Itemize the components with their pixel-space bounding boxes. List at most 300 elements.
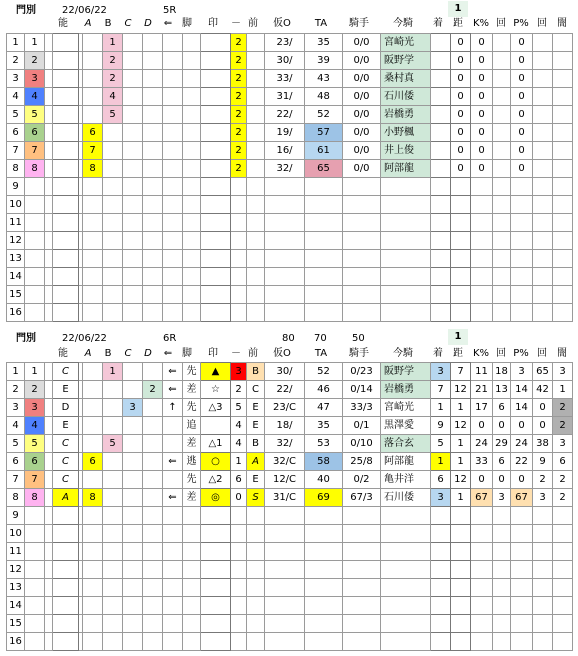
col-d-cell [143, 489, 163, 507]
table-row[interactable] [7, 489, 573, 507]
ability-cell[interactable] [53, 561, 79, 579]
kai2-cell: 65 [533, 363, 553, 381]
ability-cell[interactable] [53, 286, 79, 304]
k-pct-cell: 0 [471, 417, 493, 435]
mark-cell[interactable]: ☆ [201, 381, 231, 399]
col-c-cell: 3 [123, 399, 143, 417]
arrow-cell [163, 70, 183, 88]
ability-cell[interactable]: C [53, 453, 79, 471]
p-pct-cell: 3 [511, 363, 533, 381]
mae-cell [247, 70, 265, 88]
finish-cell[interactable]: 7 [431, 381, 451, 399]
header-ta: TA [314, 18, 328, 29]
finish-cell[interactable]: 1 [431, 399, 451, 417]
mark-cell[interactable] [201, 88, 231, 106]
jockey-record-cell: 25/8 [343, 453, 381, 471]
col-b-cell: 5 [103, 106, 123, 124]
table-row[interactable] [7, 52, 573, 70]
mark-cell[interactable] [201, 124, 231, 142]
finish-cell[interactable] [431, 286, 451, 304]
dash-cell: 1 [231, 453, 247, 471]
jockey-record-cell: 0/14 [343, 381, 381, 399]
kai-cell: 29 [493, 435, 511, 453]
finish-cell[interactable] [431, 70, 451, 88]
col-a-cell [83, 435, 103, 453]
horse-number: 15 [7, 615, 25, 633]
horse-number: 11 [7, 543, 25, 561]
col-d-cell [143, 124, 163, 142]
table-row[interactable] [7, 124, 573, 142]
ability-cell[interactable]: C [53, 363, 79, 381]
finish-cell[interactable]: 1 [431, 453, 451, 471]
k-pct-cell: 0 [471, 34, 493, 52]
ability-cell[interactable] [53, 633, 79, 651]
kai-cell [493, 106, 511, 124]
kari-cell: 12/C [265, 471, 305, 489]
header-dash: － [231, 348, 241, 359]
finish-cell[interactable] [431, 196, 451, 214]
header-shirushi: 印 [208, 348, 218, 359]
header-distance: 距 [453, 348, 463, 359]
ability-cell[interactable]: E [53, 381, 79, 399]
table-row[interactable] [7, 268, 573, 286]
mark-cell[interactable] [201, 507, 231, 525]
waku-number: 7 [25, 471, 45, 489]
arrow-cell [163, 435, 183, 453]
today-jockey-cell: 石川倭 [381, 489, 431, 507]
finish-cell[interactable] [431, 52, 451, 70]
dash-cell: 2 [231, 142, 247, 160]
mark-cell[interactable] [201, 543, 231, 561]
mark-cell[interactable]: ▲ [201, 363, 231, 381]
mark-cell[interactable] [201, 579, 231, 597]
ability-cell[interactable] [53, 52, 79, 70]
finish-cell[interactable] [431, 178, 451, 196]
ability-cell[interactable] [53, 250, 79, 268]
table-row[interactable] [7, 106, 573, 124]
header-p-pct: P% [513, 18, 529, 29]
mae-cell: E [247, 399, 265, 417]
finish-cell[interactable]: 9 [431, 417, 451, 435]
k-pct-cell: 0 [471, 124, 493, 142]
table-row[interactable] [7, 615, 573, 633]
header-shirushi: 印 [208, 18, 218, 29]
ability-cell[interactable] [53, 525, 79, 543]
col-c-cell [123, 52, 143, 70]
finish-cell[interactable] [431, 633, 451, 651]
mark-cell[interactable] [201, 525, 231, 543]
waku-number: 6 [25, 453, 45, 471]
col-d-cell [143, 142, 163, 160]
arrow-cell [163, 106, 183, 124]
horse-number: 11 [7, 214, 25, 232]
arrow-cell [163, 142, 183, 160]
finish-cell[interactable] [431, 142, 451, 160]
yami-cell: 2 [553, 471, 573, 489]
finish-cell[interactable] [431, 304, 451, 322]
mark-cell[interactable]: △2 [201, 471, 231, 489]
table-row[interactable] [7, 286, 573, 304]
table-row[interactable] [7, 399, 573, 417]
header-b: B [104, 18, 112, 29]
col-b-cell: 2 [103, 52, 123, 70]
mark-cell[interactable] [201, 214, 231, 232]
kai-cell [493, 124, 511, 142]
mark-cell[interactable] [201, 160, 231, 178]
header-finish: 着 [433, 348, 443, 359]
horse-number: 5 [7, 106, 25, 124]
mark-cell[interactable] [201, 70, 231, 88]
waku-number: 3 [25, 399, 45, 417]
ability-cell[interactable] [53, 142, 79, 160]
pace-value-1: 80 [282, 333, 295, 344]
ta-cell: 52 [305, 106, 343, 124]
col-b-cell [103, 160, 123, 178]
ability-cell[interactable] [53, 268, 79, 286]
kai-cell [493, 88, 511, 106]
ta-cell: 35 [305, 417, 343, 435]
arrow-cell [163, 124, 183, 142]
table-row[interactable] [7, 471, 573, 489]
ability-cell[interactable] [53, 304, 79, 322]
col-d-cell [143, 34, 163, 52]
yami-cell [553, 52, 573, 70]
mark-cell[interactable]: ◎ [201, 489, 231, 507]
ability-cell[interactable] [53, 615, 79, 633]
finish-cell[interactable] [431, 507, 451, 525]
ability-cell[interactable] [53, 214, 79, 232]
mark-cell[interactable] [201, 250, 231, 268]
ability-cell[interactable] [53, 124, 79, 142]
waku-number: 7 [25, 142, 45, 160]
dash-cell: 2 [231, 160, 247, 178]
ability-cell[interactable]: D [53, 399, 79, 417]
mae-cell [247, 34, 265, 52]
ta-cell: 52 [305, 363, 343, 381]
jockey-record-cell: 0/0 [343, 88, 381, 106]
p-pct-cell: 0 [511, 160, 533, 178]
ability-cell[interactable] [53, 507, 79, 525]
waku-number: 4 [25, 417, 45, 435]
ability-cell[interactable] [53, 160, 79, 178]
finish-cell[interactable] [431, 106, 451, 124]
p-pct-cell: 0 [511, 417, 533, 435]
ability-cell[interactable]: C [53, 435, 79, 453]
table-row[interactable] [7, 250, 573, 268]
dash-cell: 6 [231, 471, 247, 489]
distance-cell: 0 [451, 88, 471, 106]
ability-cell[interactable] [53, 543, 79, 561]
mark-cell[interactable] [201, 561, 231, 579]
finish-cell[interactable]: 5 [431, 435, 451, 453]
dash-cell: 0 [231, 489, 247, 507]
kari-cell: 22/ [265, 381, 305, 399]
horse-number: 3 [7, 399, 25, 417]
mark-cell[interactable] [201, 178, 231, 196]
arrow-cell [163, 52, 183, 70]
table-row[interactable] [7, 381, 573, 399]
col-c-cell [123, 34, 143, 52]
ta-cell: 39 [305, 52, 343, 70]
mark-cell[interactable] [201, 106, 231, 124]
ta-cell: 65 [305, 160, 343, 178]
finish-cell[interactable] [431, 543, 451, 561]
col-a-cell [83, 363, 103, 381]
today-jockey-cell: 亀井洋 [381, 471, 431, 489]
kari-cell: 18/ [265, 417, 305, 435]
col-d-cell [143, 88, 163, 106]
ability-cell[interactable] [53, 232, 79, 250]
mark-cell[interactable] [201, 34, 231, 52]
p-pct-cell: 0 [511, 70, 533, 88]
ta-cell: 48 [305, 88, 343, 106]
mae-cell [247, 52, 265, 70]
table-row[interactable] [7, 34, 573, 52]
finish-cell[interactable] [431, 88, 451, 106]
k-pct-cell: 0 [471, 160, 493, 178]
mark-cell[interactable] [201, 597, 231, 615]
col-a-cell [83, 399, 103, 417]
col-c-cell [123, 160, 143, 178]
yami-cell [553, 88, 573, 106]
col-b-cell: 4 [103, 88, 123, 106]
today-jockey-cell: 岩橋勇 [381, 381, 431, 399]
mark-cell[interactable] [201, 142, 231, 160]
p-pct-cell: 0 [511, 34, 533, 52]
mark-cell[interactable] [201, 52, 231, 70]
kai2-cell [533, 124, 553, 142]
ability-cell[interactable] [53, 196, 79, 214]
horse-number: 6 [7, 453, 25, 471]
table-row[interactable] [7, 453, 573, 471]
waku-number: 2 [25, 52, 45, 70]
finish-cell[interactable] [431, 615, 451, 633]
distance-cell: 0 [451, 160, 471, 178]
ability-cell[interactable]: E [53, 417, 79, 435]
jockey-record-cell: 0/0 [343, 34, 381, 52]
finish-cell[interactable] [431, 124, 451, 142]
header-c: C [124, 18, 132, 29]
header-k-pct: K% [472, 18, 490, 29]
header-c: C [124, 348, 132, 359]
table-row[interactable] [7, 142, 573, 160]
finish-cell[interactable]: 3 [431, 489, 451, 507]
kari-cell: 30/ [265, 363, 305, 381]
ashi-cell: 差 [183, 489, 201, 507]
mae-cell [247, 142, 265, 160]
distance-cell: 0 [451, 52, 471, 70]
k-pct-cell: 0 [471, 471, 493, 489]
horse-number: 14 [7, 597, 25, 615]
yami-cell: 2 [553, 489, 573, 507]
finish-cell[interactable] [431, 214, 451, 232]
header-ashi: 脚 [182, 348, 192, 359]
table-row[interactable] [7, 232, 573, 250]
table-row[interactable] [7, 597, 573, 615]
horse-number: 14 [7, 268, 25, 286]
header-today-jockey: 今騎 [393, 18, 413, 29]
col-a-cell: 8 [83, 489, 103, 507]
col-d-cell [143, 160, 163, 178]
kai2-cell [533, 88, 553, 106]
ability-cell[interactable] [53, 579, 79, 597]
today-jockey-cell: 阪野学 [381, 363, 431, 381]
header-jockey: 騎手 [349, 18, 369, 29]
arrow-cell: ⇐ [163, 363, 183, 381]
today-jockey-cell: 小野楓 [381, 124, 431, 142]
finish-cell[interactable]: 6 [431, 471, 451, 489]
ability-cell[interactable]: C [53, 471, 79, 489]
distance-cell: 12 [451, 381, 471, 399]
col-c-cell [123, 88, 143, 106]
kai-cell: 6 [493, 453, 511, 471]
kari-cell: 32/C [265, 453, 305, 471]
dash-cell: 4 [231, 435, 247, 453]
ability-cell[interactable] [53, 70, 79, 88]
kai-cell [493, 160, 511, 178]
mark-cell[interactable]: △3 [201, 399, 231, 417]
table-row[interactable] [7, 304, 573, 322]
table-row[interactable] [7, 525, 573, 543]
mae-cell: E [247, 417, 265, 435]
table-row[interactable] [7, 633, 573, 651]
yami-cell [553, 70, 573, 88]
col-d-cell [143, 70, 163, 88]
table-row[interactable] [7, 70, 573, 88]
table-row[interactable] [7, 88, 573, 106]
gate-label: 門別 [16, 333, 36, 344]
kai2-cell: 3 [533, 489, 553, 507]
distance-cell: 1 [451, 435, 471, 453]
table-row[interactable] [7, 543, 573, 561]
kari-cell: 22/ [265, 106, 305, 124]
col-b-cell [103, 381, 123, 399]
mark-cell[interactable] [201, 417, 231, 435]
header-kari: 仮O [273, 18, 291, 29]
mark-cell[interactable] [201, 615, 231, 633]
ashi-cell: 先 [183, 471, 201, 489]
arrow-cell: ⇐ [163, 453, 183, 471]
finish-cell[interactable] [431, 579, 451, 597]
waku-number: 1 [25, 363, 45, 381]
finish-cell[interactable] [431, 597, 451, 615]
finish-cell[interactable]: 3 [431, 363, 451, 381]
yami-cell: 3 [553, 435, 573, 453]
col-d-cell [143, 106, 163, 124]
yami-cell: 6 [553, 453, 573, 471]
mark-cell[interactable]: △1 [201, 435, 231, 453]
jockey-record-cell: 0/0 [343, 52, 381, 70]
kari-cell: 32/ [265, 160, 305, 178]
ability-cell[interactable] [53, 106, 79, 124]
mark-cell[interactable] [201, 286, 231, 304]
finish-cell[interactable] [431, 160, 451, 178]
mae-cell [247, 88, 265, 106]
distance-flag: 1 [448, 1, 468, 17]
table-row[interactable] [7, 214, 573, 232]
horse-number: 13 [7, 579, 25, 597]
table-row[interactable] [7, 160, 573, 178]
ashi-cell [183, 142, 201, 160]
p-pct-cell: 22 [511, 453, 533, 471]
finish-cell[interactable] [431, 232, 451, 250]
arrow-cell [163, 471, 183, 489]
finish-cell[interactable] [431, 250, 451, 268]
race-date: 22/06/22 [62, 5, 107, 16]
horse-number: 1 [7, 363, 25, 381]
header-kari: 仮O [273, 348, 291, 359]
ability-cell[interactable] [53, 178, 79, 196]
ta-cell: 47 [305, 399, 343, 417]
dash-cell: 2 [231, 124, 247, 142]
mark-cell[interactable] [201, 268, 231, 286]
col-a-cell [83, 106, 103, 124]
ability-cell[interactable] [53, 88, 79, 106]
ta-cell: 57 [305, 124, 343, 142]
mae-cell: S [247, 489, 265, 507]
horse-number: 12 [7, 232, 25, 250]
mark-cell[interactable]: ○ [201, 453, 231, 471]
finish-cell[interactable] [431, 525, 451, 543]
table-row[interactable] [7, 417, 573, 435]
mark-cell[interactable] [201, 232, 231, 250]
table-row[interactable] [7, 507, 573, 525]
jockey-record-cell: 0/0 [343, 106, 381, 124]
horse-number: 15 [7, 286, 25, 304]
col-c-cell [123, 489, 143, 507]
ta-cell: 40 [305, 471, 343, 489]
k-pct-cell: 0 [471, 52, 493, 70]
distance-cell: 12 [451, 471, 471, 489]
kai2-cell: 38 [533, 435, 553, 453]
waku-number: 5 [25, 435, 45, 453]
col-c-cell [123, 124, 143, 142]
table-row[interactable] [7, 196, 573, 214]
kai-cell: 0 [493, 471, 511, 489]
finish-cell[interactable] [431, 34, 451, 52]
table-row[interactable] [7, 363, 573, 381]
kai2-cell [533, 70, 553, 88]
col-c-cell [123, 70, 143, 88]
k-pct-cell: 11 [471, 363, 493, 381]
kai-cell [493, 142, 511, 160]
ability-cell[interactable] [53, 34, 79, 52]
waku-number: 6 [25, 124, 45, 142]
mark-cell[interactable] [201, 196, 231, 214]
mark-cell[interactable] [201, 633, 231, 651]
ability-cell[interactable]: A [53, 489, 79, 507]
mark-cell[interactable] [201, 304, 231, 322]
table-row[interactable] [7, 561, 573, 579]
col-d-cell: 2 [143, 381, 163, 399]
col-b-cell: 1 [103, 34, 123, 52]
p-pct-cell: 0 [511, 106, 533, 124]
finish-cell[interactable] [431, 268, 451, 286]
col-a-cell [83, 88, 103, 106]
header-k-pct: K% [472, 348, 490, 359]
ability-cell[interactable] [53, 597, 79, 615]
finish-cell[interactable] [431, 561, 451, 579]
jockey-record-cell: 0/0 [343, 70, 381, 88]
dash-cell: 2 [231, 88, 247, 106]
col-c-cell [123, 435, 143, 453]
jockey-record-cell: 33/3 [343, 399, 381, 417]
header-ashi: 脚 [182, 18, 192, 29]
table-row[interactable] [7, 178, 573, 196]
table-row[interactable] [7, 579, 573, 597]
table-row[interactable] [7, 435, 573, 453]
kari-cell: 31/ [265, 88, 305, 106]
